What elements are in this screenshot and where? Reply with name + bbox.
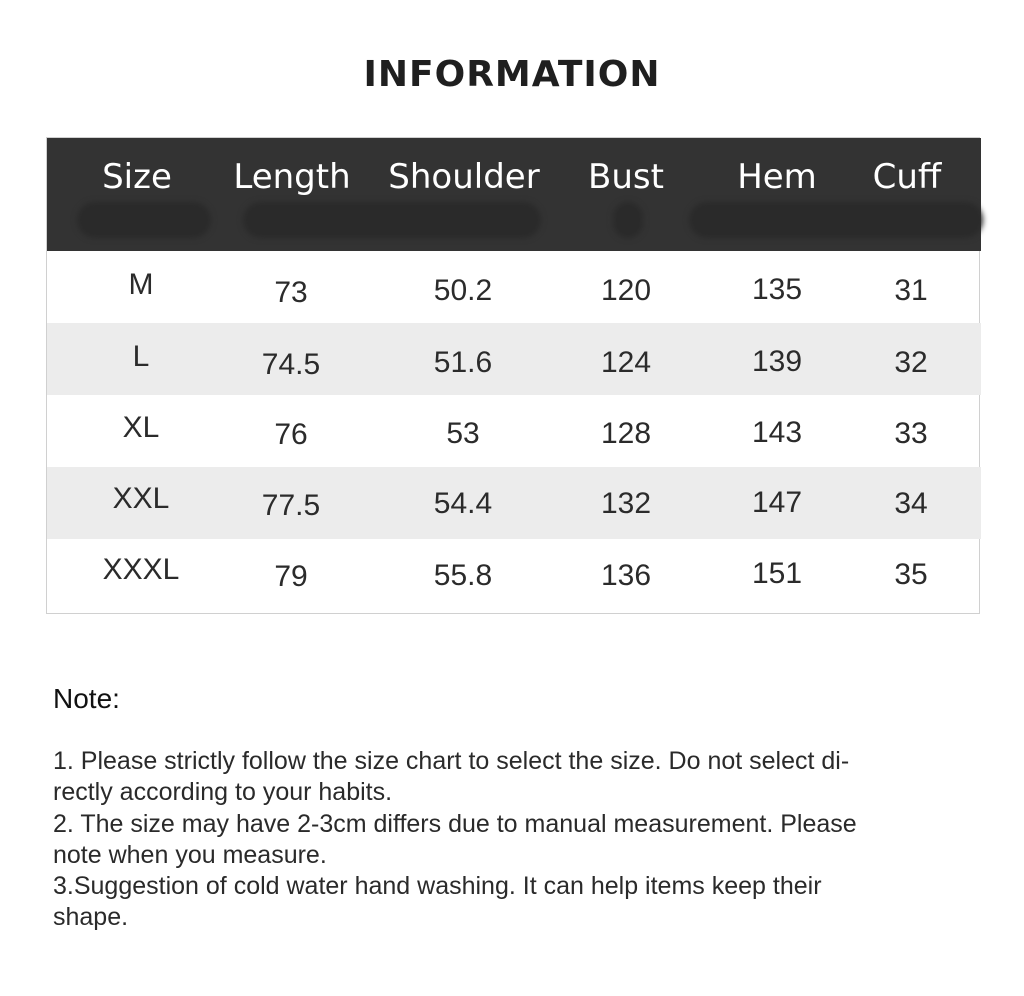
cell-bust: 128	[600, 417, 652, 450]
redacted-mark	[689, 202, 983, 238]
note-body	[53, 746, 953, 934]
redacted-mark	[243, 202, 541, 238]
note-line: note when you measure.	[53, 840, 327, 869]
cell-length: 73	[274, 276, 308, 309]
note-line: 2. The size may have 2-3cm differs due to manual measurement. Please	[53, 809, 857, 838]
table-header-row	[47, 138, 981, 251]
table-row	[47, 395, 981, 467]
header-cuff: Cuff	[872, 157, 942, 197]
cell-cuff: 32	[894, 346, 928, 379]
cell-shoulder: 51.6	[433, 346, 493, 379]
table-row	[47, 323, 981, 395]
cell-shoulder: 55.8	[433, 559, 493, 592]
cell-hem: 143	[751, 416, 803, 449]
header-length: Length	[233, 157, 351, 197]
cell-size: XXL	[112, 482, 170, 515]
cell-size: XL	[122, 411, 160, 444]
table-row	[47, 539, 981, 611]
cell-hem: 139	[751, 345, 803, 378]
cell-shoulder: 54.4	[433, 487, 493, 520]
cell-hem: 135	[751, 273, 803, 306]
cell-hem: 147	[751, 486, 803, 519]
cell-bust: 120	[600, 274, 652, 307]
cell-length: 79	[274, 560, 308, 593]
redacted-mark	[613, 202, 643, 238]
header-shoulder: Shoulder	[388, 157, 540, 197]
table-row	[47, 251, 981, 323]
cell-size: M	[128, 268, 154, 301]
cell-shoulder: 50.2	[433, 274, 493, 307]
cell-cuff: 33	[894, 417, 928, 450]
cell-bust: 124	[600, 346, 652, 379]
cell-length: 74.5	[261, 348, 321, 381]
cell-hem: 151	[751, 557, 803, 590]
note-line: 3.Suggestion of cold water hand washing. It can help items keep their	[53, 872, 822, 901]
cell-cuff: 31	[894, 274, 928, 307]
redacted-mark	[77, 202, 211, 238]
cell-size: XXXL	[102, 553, 180, 586]
header-bust: Bust	[588, 157, 664, 197]
cell-shoulder: 53	[446, 417, 480, 450]
cell-cuff: 34	[894, 487, 928, 520]
table-row	[47, 467, 981, 539]
header-hem: Hem	[737, 157, 817, 197]
header-size: Size	[102, 157, 172, 197]
note-line: shape.	[53, 903, 129, 932]
cell-bust: 132	[600, 487, 652, 520]
page-title: INFORMATION	[363, 54, 661, 95]
note-line: rectly according to your habits.	[53, 778, 393, 807]
cell-bust: 136	[600, 559, 652, 592]
cell-size: L	[132, 340, 150, 373]
cell-cuff: 35	[894, 558, 928, 591]
cell-length: 76	[274, 418, 308, 451]
size-chart-table	[46, 137, 980, 614]
note-line: 1. Please strictly follow the size chart to select the size. Do not select di-	[53, 747, 850, 775]
cell-length: 77.5	[261, 489, 321, 522]
note-heading: Note:	[53, 683, 120, 714]
